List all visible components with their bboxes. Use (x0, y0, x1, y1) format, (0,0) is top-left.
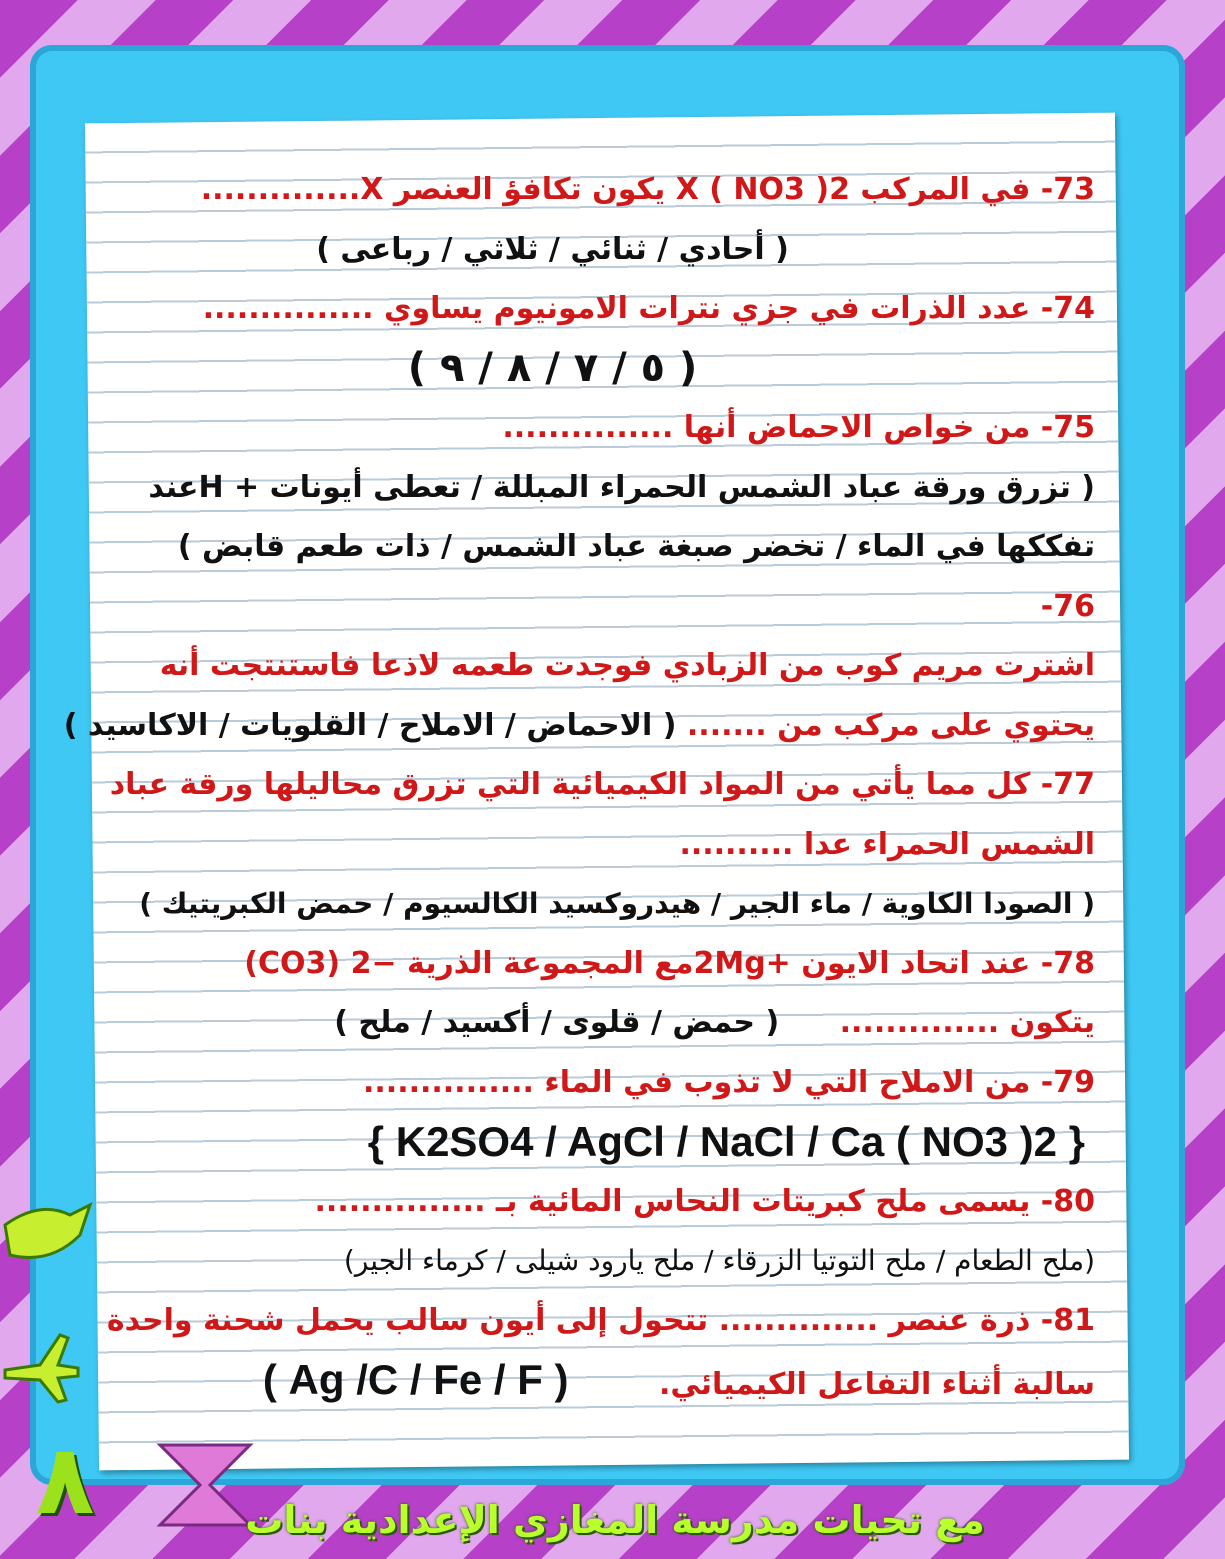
q76-options: ( الاحماض / الاملاح / القلويات / الاكاسيد ) (63, 707, 677, 743)
q81-options: ( Ag /C / Fe / F ) (262, 1356, 569, 1403)
q75-line1: 75- من خواص الاحماض أنها ............... (502, 410, 1095, 445)
q81-text: سالبة أثناء التفاعل الكيميائي. (659, 1367, 1095, 1402)
q74-line1: 74- عدد الذرات في جزي نترات الامونيوم يساوي ............... (202, 291, 1095, 326)
q77-line2: الشمس الحمراء عدا .......... (679, 826, 1095, 862)
q78-prefix: يتكون .............. (839, 1005, 1095, 1040)
airplane-icon (0, 1330, 80, 1405)
page-number: ٨ (35, 1424, 95, 1536)
q80-options: (ملح الطعام / ملح التوتيا الزرقاء / ملح يارود شيلى / كرماء الجير) (343, 1244, 1095, 1277)
q78-line2 (100, 993, 1095, 1053)
q81-line2 (100, 1350, 1095, 1410)
q75-options-line1: ( تزرق ورقة عباد الشمس الحمراء المبللة / تعطى أيونات + Hعند (148, 469, 1095, 505)
q74-options: ( ٥ / ٧ / ٨ / ٩ ) (407, 344, 698, 391)
questions-content (63, 160, 1095, 1410)
q78-line1: 78- عند اتحاد الايون +2Mgمع المجموعة الذرية −2 (CO3) (244, 945, 1095, 981)
q77-line1: 77- كل مما يأتي من المواد الكيميائية التي تزرق محاليلها ورقة عباد (109, 767, 1095, 802)
q77-options: ( الصودا الكاوية / ماء الجير / هيدروكسيد الكالسيوم / حمض الكبريتيك ) (139, 887, 1095, 920)
q73-line1: 73- في المركب 2( X ( NO3 يكون تكافؤ العنصر X.............. (200, 172, 1095, 207)
q80-line1: 80- يسمى ملح كبريتات النحاس المائية بـ ............... (314, 1183, 1095, 1219)
q78-options: ( حمض / قلوى / أكسيد / ملح ) (334, 1005, 780, 1040)
q79-options: { K2SO4 / AgCl / NaCl / Ca ( NO3 )2 } (367, 1118, 1085, 1165)
decorative-shape-icon (0, 1195, 95, 1280)
q76-line2: اشترت مريم كوب من الزبادي فوجدت طعمه لاذعا فاستنتجت أنه (159, 648, 1095, 683)
q76-line3 (63, 696, 1095, 756)
q79-line1: 79- من الاملاح التي لا تذوب في الماء ............... (363, 1064, 1095, 1100)
q73-options: ( أحادي / ثنائي / ثلاثي / رباعى ) (316, 231, 789, 267)
q76-line1: 76- (1040, 588, 1095, 624)
q75-options-line2: تفككها في الماء / تخضر صبغة عباد الشمس / ذات طعم قابض ) (177, 529, 1095, 564)
footer-credit: مع تحيات مدرسة المغازي الإعدادية بنات (245, 1498, 985, 1542)
q76-prefix: يحتوي على مركب من ....... (686, 707, 1095, 743)
q81-line1: 81- ذرة عنصر .............. تتحول إلى أيون سالب يحمل شحنة واحدة (106, 1302, 1095, 1338)
